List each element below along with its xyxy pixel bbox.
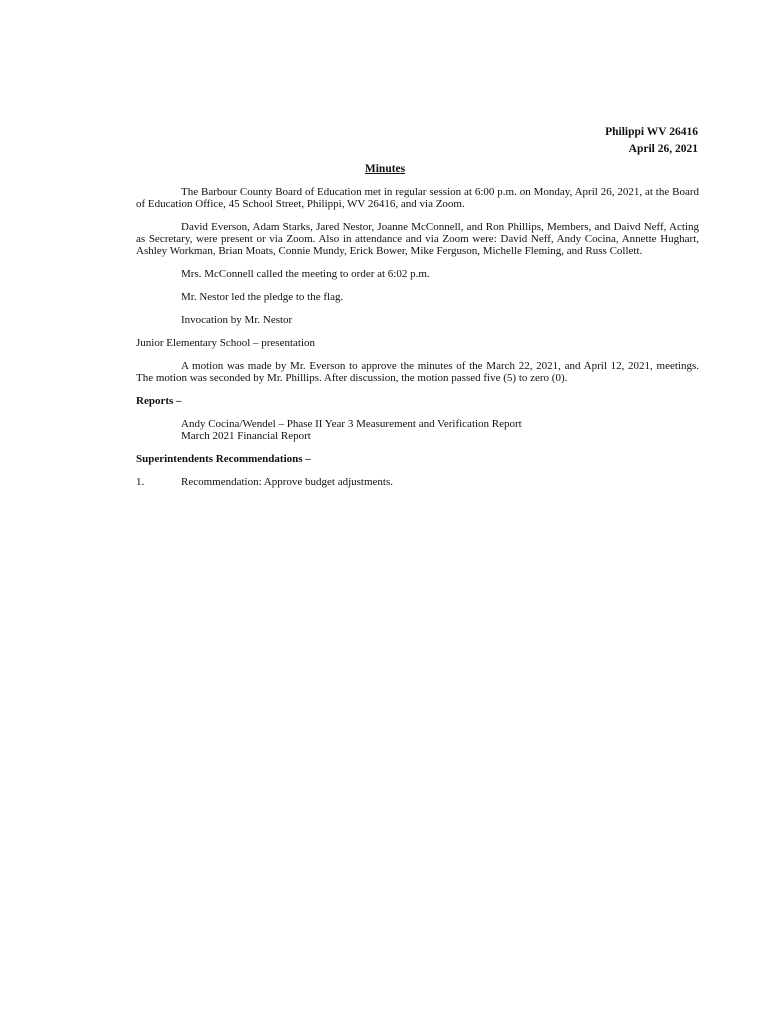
reports-list (136, 418, 699, 442)
recommendation-text: Recommendation: Approve budget adjustments. (181, 476, 394, 488)
document-header (605, 124, 698, 158)
header-location: Philippi WV 26416 (605, 126, 698, 138)
recommendation-item (136, 476, 699, 488)
presentation-paragraph: Junior Elementary School – presentation (136, 337, 316, 349)
header-date: April 26, 2021 (628, 143, 698, 155)
recommendation-number: 1. (136, 476, 145, 488)
document-title: Minutes (364, 163, 406, 175)
document-body (136, 186, 699, 499)
pledge-paragraph: Mr. Nestor led the pledge to the flag. (181, 291, 344, 303)
report-item: Andy Cocina/Wendel – Phase II Year 3 Measurement and Verification Report (181, 418, 522, 430)
call-to-order-paragraph: Mrs. McConnell called the meeting to order at 6:02 p.m. (181, 268, 430, 280)
attendance-paragraph: David Everson, Adam Starks, Jared Nestor, Joanne McConnell, and Ron Phillips, Members, and Daivd Neff, Acting as Secretary, were present or via Zoom. Also in attendance and via Zoom were: David Neff, Andy Cocina, Annette Hughart, Ashley Workman, Brian Moats, Connie Mundy, Erick Bower, Mike Ferguson, Michelle Fleming, and Russ Collett. (136, 221, 699, 257)
invocation-paragraph: Invocation by Mr. Nestor (181, 314, 293, 326)
motion-paragraph: A motion was made by Mr. Everson to approve the minutes of the March 22, 2021, and April 12, 2021, meetings. The motion was seconded by Mr. Phillips. After discussion, the motion passed five (5) to zero (0). (136, 360, 699, 384)
reports-heading: Reports – (136, 395, 182, 407)
recommendations-heading: Superintendents Recommendations – (136, 453, 311, 465)
opening-paragraph: The Barbour County Board of Education met in regular session at 6:00 p.m. on Monday, April 26, 2021, at the Board of Education Office, 45 School Street, Philippi, WV 26416, and via Zoom. (136, 186, 699, 210)
report-item: March 2021 Financial Report (181, 430, 311, 442)
